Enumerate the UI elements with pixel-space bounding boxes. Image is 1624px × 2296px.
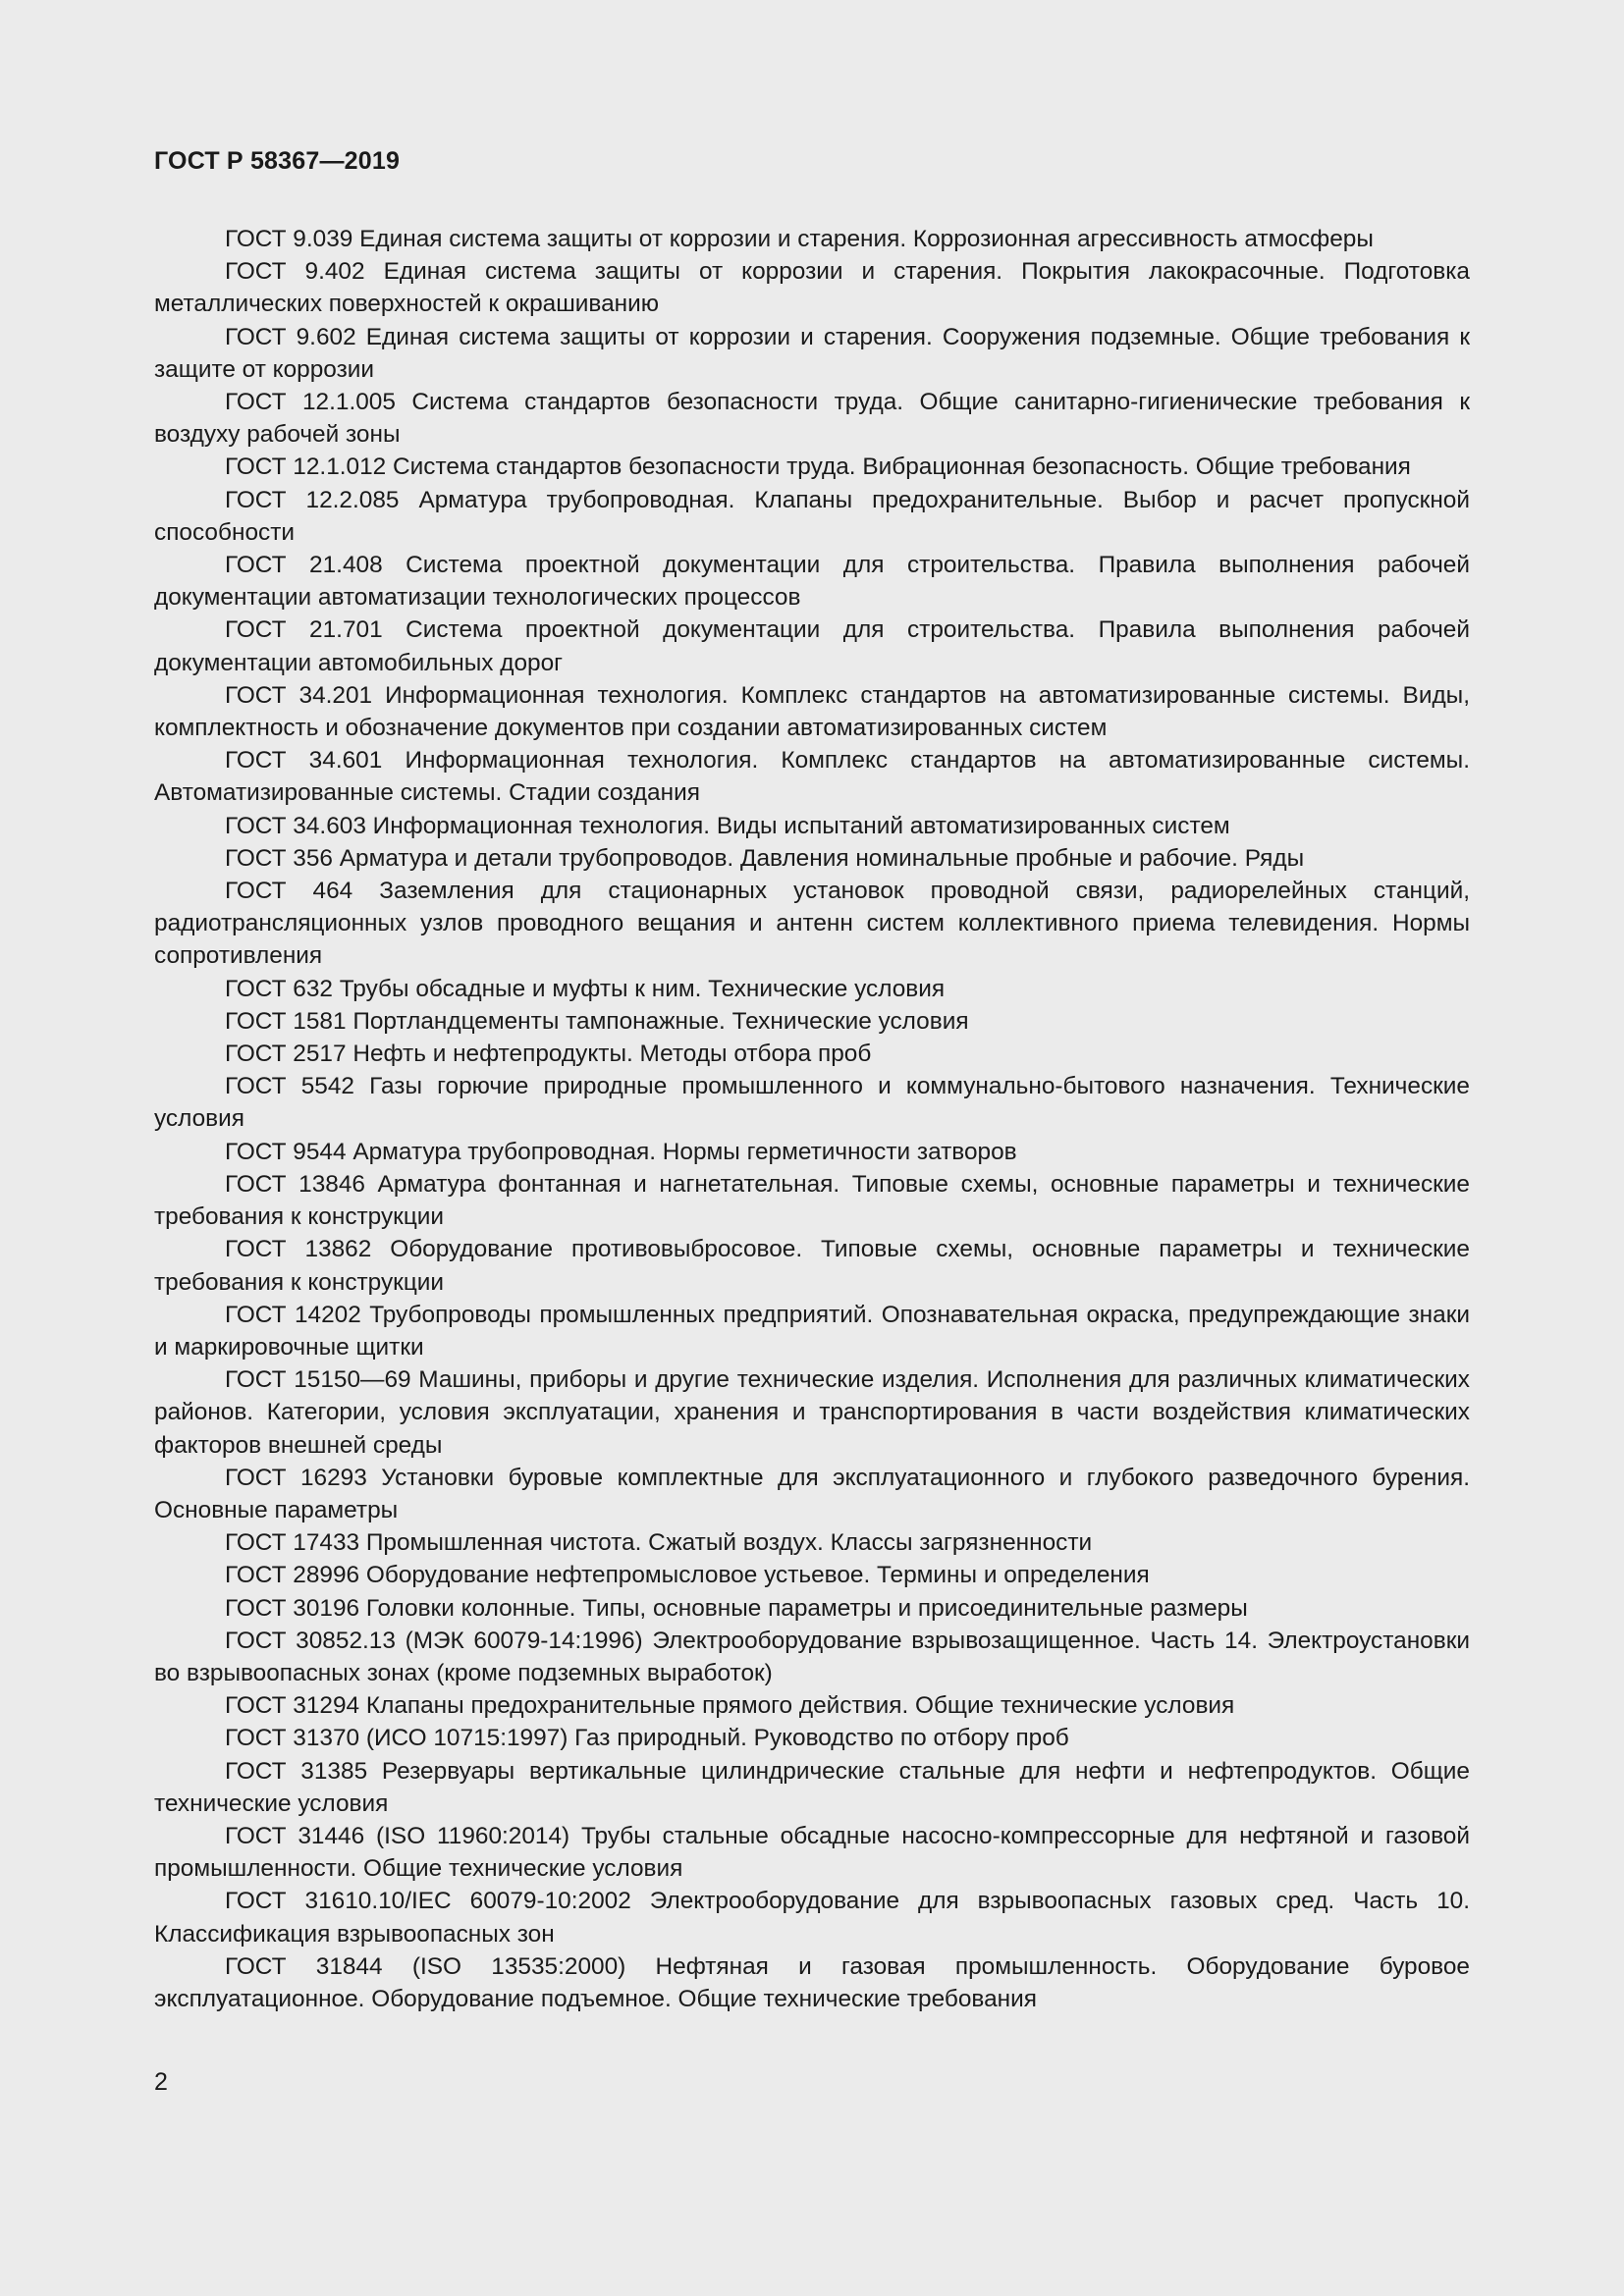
reference-item: ГОСТ 30196 Головки колонные. Типы, основные параметры и присоединительные размеры	[225, 1594, 1248, 1622]
reference-item: ГОСТ 15150—69 Машины, приборы и другие технические изделия. Исполнения для различных климатических районов. Категории, условия эксплуатации, хранения и транспортирования в части воздействия климатических факторов внешней среды	[154, 1366, 1470, 1459]
reference-item: ГОСТ 31370 (ИСО 10715:1997) Газ природный. Руководство по отбору проб	[225, 1725, 1069, 1752]
reference-item: ГОСТ 21.701 Система проектной документации для строительства. Правила выполнения рабочей документации автомобильных дорог	[154, 616, 1470, 676]
reference-item: ГОСТ 13862 Оборудование противовыбросовое. Типовые схемы, основные параметры и технические требования к конструкции	[154, 1236, 1470, 1296]
reference-item: ГОСТ 16293 Установки буровые комплектные для эксплуатационного и глубокого разведочного бурения. Основные параметры	[154, 1464, 1470, 1523]
reference-item: ГОСТ 9.039 Единая система защиты от коррозии и старения. Коррозионная агрессивность атмосферы	[225, 226, 1374, 252]
reference-item: ГОСТ 356 Арматура и детали трубопроводов. Давления номинальные пробные и рабочие. Ряды	[225, 844, 1305, 872]
document-header: ГОСТ Р 58367—2019	[154, 147, 401, 175]
reference-item: ГОСТ 31446 (ISO 11960:2014) Трубы стальные обсадные насосно-компрессорные для нефтяной и газовой промышленности. Общие технические условия	[154, 1822, 1470, 1883]
reference-item: ГОСТ 632 Трубы обсадные и муфты к ним. Технические условия	[225, 975, 946, 1002]
reference-item: ГОСТ 31610.10/IEC 60079-10:2002 Электрооборудование для взрывоопасных газовых сред. Часть 10. Классификация взрывоопасных зон	[154, 1888, 1470, 1948]
reference-item: ГОСТ 12.1.012 Система стандартов безопасности труда. Вибрационная безопасность. Общие требования	[225, 454, 1411, 481]
reference-item: ГОСТ 12.2.085 Арматура трубопроводная. Клапаны предохранительные. Выбор и расчет пропускной способности	[154, 486, 1470, 546]
reference-item: ГОСТ 28996 Оборудование нефтепромысловое устьевое. Термины и определения	[225, 1562, 1150, 1589]
reference-item: ГОСТ 14202 Трубопроводы промышленных предприятий. Опознавательная окраска, предупреждающие знаки и маркировочные щитки	[154, 1301, 1470, 1361]
reference-item: ГОСТ 34.201 Информационная технология. Комплекс стандартов на автоматизированные системы. Виды, комплектность и обозначение документов при создании автоматизированных систем	[154, 681, 1470, 742]
reference-item: ГОСТ 31844 (ISO 13535:2000) Нефтяная и газовая промышленность. Оборудование буровое эксплуатационное. Оборудование подъемное. Общие технические требования	[154, 1952, 1470, 2012]
reference-item: ГОСТ 31385 Резервуары вертикальные цилиндрические стальные для нефти и нефтепродуктов. Общие технические условия	[154, 1757, 1470, 1817]
reference-item: ГОСТ 31294 Клапаны предохранительные прямого действия. Общие технические условия	[225, 1692, 1235, 1720]
reference-item: ГОСТ 17433 Промышленная чистота. Сжатый воздух. Классы загрязненности	[225, 1529, 1093, 1557]
reference-item: ГОСТ 9544 Арматура трубопроводная. Нормы герметичности затворов	[225, 1138, 1017, 1165]
reference-item: ГОСТ 30852.13 (МЭК 60079-14:1996) Электрооборудование взрывозащищенное. Часть 14. Электроустановки во взрывоопасных зонах (кроме подземных выработок)	[154, 1627, 1470, 1686]
reference-item: ГОСТ 464 Заземления для стационарных установок проводной связи, радиорелейных станций, радиотрансляционных узлов проводного вещания и антенн систем коллективного приема телевидения. Нормы сопротивления	[154, 878, 1470, 970]
reference-item: ГОСТ 5542 Газы горючие природные промышленного и коммунально-бытового назначения. Технические условия	[154, 1073, 1470, 1133]
reference-item: ГОСТ 9.402 Единая система защиты от коррозии и старения. Покрытия лакокрасочные. Подготовка металлических поверхностей к окрашиванию	[154, 258, 1470, 318]
reference-item: ГОСТ 2517 Нефть и нефтепродукты. Методы отбора проб	[225, 1041, 872, 1068]
reference-item: ГОСТ 34.601 Информационная технология. Комплекс стандартов на автоматизированные системы. Автоматизированные системы. Стадии создания	[154, 747, 1470, 807]
reference-item: ГОСТ 21.408 Система проектной документации для строительства. Правила выполнения рабочей документации автоматизации технологических процессов	[154, 552, 1470, 612]
reference-item: ГОСТ 12.1.005 Система стандартов безопасности труда. Общие санитарно-гигиенические требования к воздуху рабочей зоны	[154, 389, 1470, 449]
page-number: 2	[154, 2068, 168, 2096]
reference-item: ГОСТ 34.603 Информационная технология. Виды испытаний автоматизированных систем	[225, 812, 1230, 839]
reference-item: ГОСТ 13846 Арматура фонтанная и нагнетательная. Типовые схемы, основные параметры и технические требования к конструкции	[154, 1170, 1470, 1231]
normative-references-list	[154, 223, 1470, 2015]
reference-item: ГОСТ 1581 Портландцементы тампонажные. Технические условия	[225, 1007, 969, 1035]
reference-item: ГОСТ 9.602 Единая система защиты от коррозии и старения. Сооружения подземные. Общие требования к защите от коррозии	[154, 323, 1470, 383]
